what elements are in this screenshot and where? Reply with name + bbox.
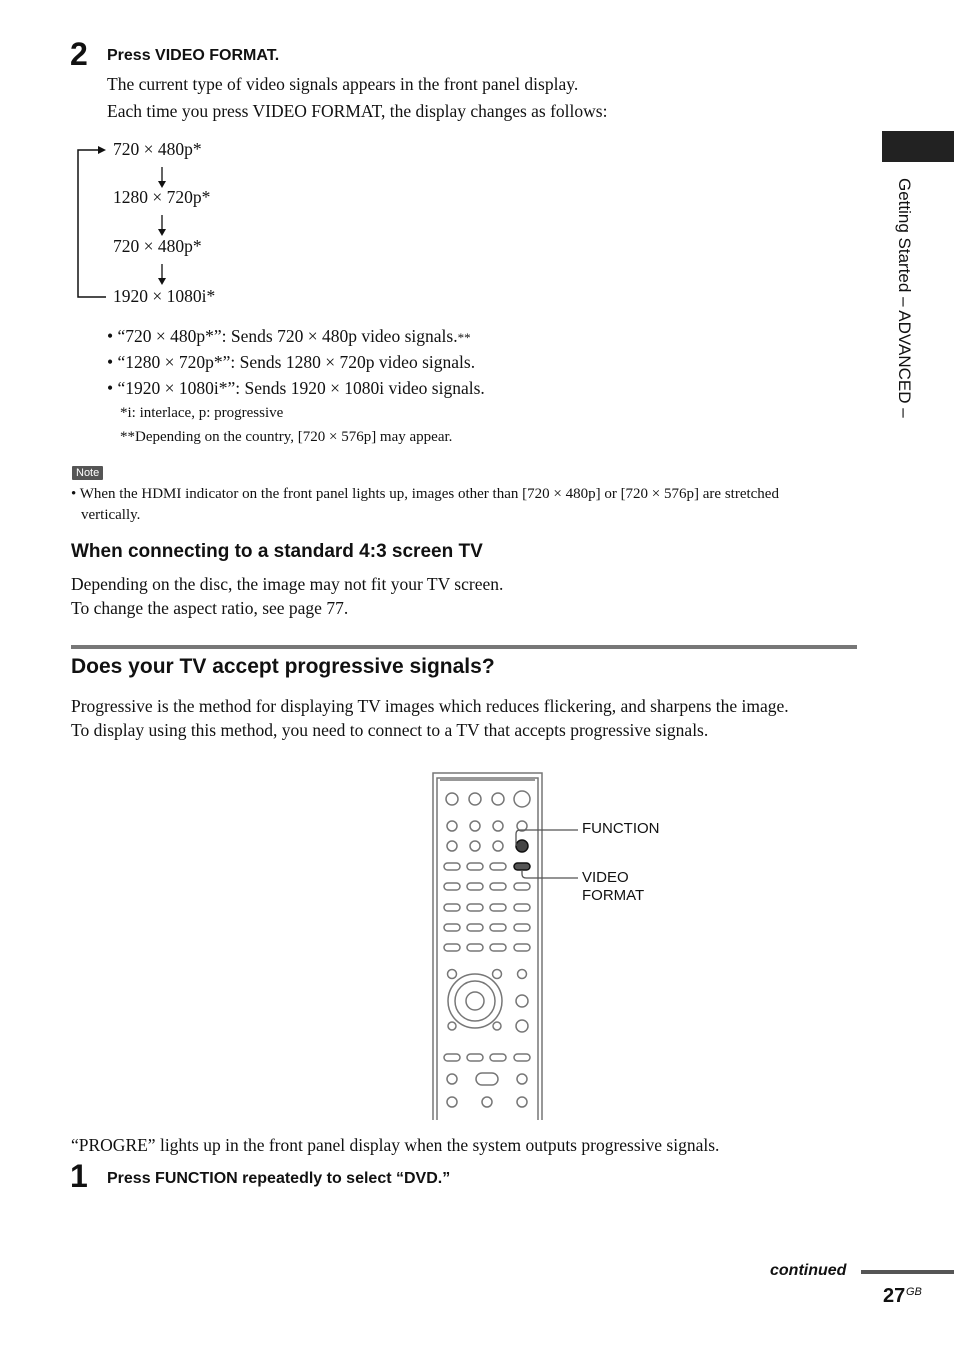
remote-button [444,863,506,870]
page-number: 27 [883,1285,906,1307]
progre-text: “PROGRE” lights up in the front panel display when the system outputs progressive signals. [71,1135,720,1155]
note-line-2: vertically. [81,507,141,523]
step-1-number: 1 [70,1158,88,1194]
loop-line [78,150,106,297]
section-heading-progressive: Does your TV accept progressive signals? [71,655,495,678]
progressive-line-1: Progressive is the method for displaying TV images which reduces flickering, and sharpens the image. [71,696,789,716]
step-2-line-1: The current type of video signals appears in the front panel display. [107,74,579,94]
function-label: FUNCTION [582,820,660,837]
bullet-item [107,326,471,347]
section-4-3-line-2: To change the aspect ratio, see page 77. [71,598,349,618]
bullet-text: • “1280 × 720p*”: Sends 1280 × 720p video signals. [107,352,476,372]
bullet-suffix: ** [457,330,471,345]
remote-button [444,883,530,951]
sidebar-section-label: Getting Started – ADVANCED – [895,178,914,418]
sidebar-tab [882,131,954,162]
remote-button [444,1054,530,1107]
step-2-number: 2 [70,36,88,72]
bullet-text: • “720 × 480p*”: Sends 720 × 480p video signals. [107,326,458,346]
continued-bar [861,1270,954,1274]
section-4-3-line-1: Depending on the disc, the image may not fit your TV screen. [71,574,504,594]
sequence-item-1: 720 × 480p* [113,139,202,159]
footnote-2: **Depending on the country, [720 × 576p] may appear. [120,429,453,445]
bullet-item [107,378,485,399]
bullet-text: • “1920 × 1080i*”: Sends 1920 × 1080i video signals. [107,378,485,398]
video-format-label-line-1: VIDEO [582,869,629,886]
step-2-line-2: Each time you press VIDEO FORMAT, the display changes as follows: [107,101,608,121]
function-button [516,840,528,852]
loop-arrowhead [98,146,106,154]
leader-line [516,830,578,878]
step-2-heading: Press VIDEO FORMAT. [107,47,280,64]
video-format-label-line-2: FORMAT [582,887,645,904]
footnote-1: *i: interlace, p: progressive [120,405,284,421]
continued-label: continued [770,1262,847,1279]
progressive-line-2: To display using this method, you need to connect to a TV that accepts progressive signals. [71,720,709,740]
section-divider [71,645,857,649]
sequence-item-3: 720 × 480p* [113,236,202,256]
sequence-item-4: 1920 × 1080i* [113,286,216,306]
sequence-item-2: 1280 × 720p* [113,187,211,207]
step-1-heading: Press FUNCTION repeatedly to select “DVD.” [107,1170,451,1187]
note-badge: Note [72,466,103,480]
sequence-loop-diagram [70,140,220,310]
section-heading-4-3: When connecting to a standard 4:3 screen TV [71,541,483,562]
video-format-button [514,863,530,870]
remote-button [448,970,529,1033]
note-line-1: • When the HDMI indicator on the front panel lights up, images other than [720 × 480p] or [720 × 576p] are stretched [71,486,779,502]
bullet-item [107,352,475,373]
page-suffix: GB [906,1286,922,1298]
